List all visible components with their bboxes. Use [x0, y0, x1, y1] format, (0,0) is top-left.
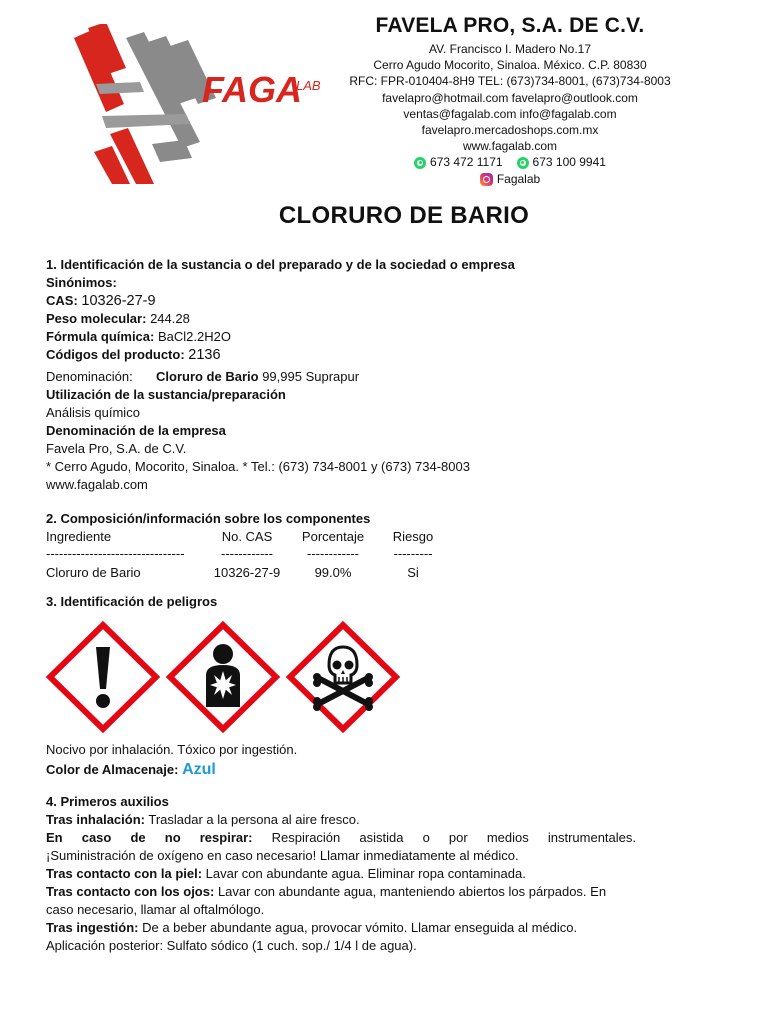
respirar-text-2: ¡Suministración de oxígeno en caso necesario! Llamar inmediatamente al médico. — [46, 848, 519, 863]
skull-crossbones-icon — [286, 621, 400, 733]
storage-color-label: Color de Almacenaje: — [46, 762, 179, 777]
piel-label: Tras contacto con la piel: — [46, 866, 203, 881]
dash-4: --------- — [393, 546, 433, 561]
instagram-contact[interactable] — [480, 171, 540, 188]
empresa-web[interactable]: www.fagalab.com — [46, 477, 148, 492]
cas-value: 10326-27-9 — [81, 293, 156, 309]
company-website[interactable]: www.fagalab.com — [462, 139, 558, 154]
whatsapp-icon — [517, 157, 529, 169]
section2-heading: 2. Composición/información sobre los componentes — [46, 511, 371, 526]
dash-2: ------------ — [221, 546, 273, 561]
piel-row — [46, 865, 636, 883]
ingestion-text: De a beber abundante agua, provocar vómito. Llamar enseguida al médico. Aplicación posterior: Sulfato sódico (1 cuch. sop./ 1/4 l de agua). — [46, 920, 578, 953]
empresa-label: Denominación de la empresa — [46, 423, 226, 438]
dash-1: -------------------------------- — [46, 546, 185, 561]
codigo-row — [46, 346, 636, 364]
uso-value: Análisis químico — [46, 405, 140, 420]
exclamation-mark-icon — [46, 621, 160, 733]
section3-heading: 3. Identificación de peligros — [46, 594, 218, 609]
denominacion-grade: 99,995 Suprapur — [262, 369, 360, 384]
inhalacion-row — [46, 811, 636, 829]
col-header-ingrediente: Ingrediente — [46, 529, 112, 544]
whatsapp-number-2: 673 100 9941 — [532, 155, 606, 170]
whatsapp-number-1: 673 472 1171 — [430, 155, 503, 170]
instagram-icon — [480, 173, 493, 186]
respirar-label: En caso de no respirar: — [46, 830, 253, 845]
cell-cas: 10326-27-9 — [213, 565, 281, 580]
inhalacion-label: Tras inhalación: — [46, 812, 145, 827]
denominacion-label: Denominación: — [46, 369, 133, 384]
whatsapp-row — [340, 154, 680, 171]
logo-text: FAGA — [202, 69, 303, 110]
col-header-riesgo: Riesgo — [392, 529, 434, 544]
company-rfc-phone: RFC: FPR-010404-8H9 TEL: (673)734-8001, (673)734-8003 — [349, 74, 671, 89]
cell-riesgo: Si — [407, 565, 419, 580]
col-header-porcentaje: Porcentaje — [301, 529, 365, 544]
empresa-name: Favela Pro, S.A. de C.V. — [46, 441, 187, 456]
formula-row — [46, 328, 636, 346]
formula-label: Fórmula química: — [46, 329, 155, 344]
company-city: Cerro Agudo Mocorito, Sinaloa. México. C.P. 80830 — [373, 58, 647, 73]
company-address: AV. Francisco I. Madero No.17 — [428, 42, 592, 56]
cas-label: CAS: — [46, 293, 78, 308]
company-email-1[interactable]: favelapro@hotmail.com favelapro@outlook.com — [382, 90, 638, 105]
peso-label: Peso molecular: — [46, 311, 147, 326]
piel-text: Lavar con abundante agua. Eliminar ropa contaminada. — [205, 866, 526, 881]
whatsapp-contact-2[interactable] — [517, 154, 606, 171]
hazard-text: Nocivo por inhalación. Tóxico por ingestión. — [46, 742, 298, 757]
ojos-text: Lavar con abundante agua, manteniendo abiertos los párpados. En caso necesario, llamar al oftalmólogo. — [46, 884, 607, 917]
storage-color-value: Azul — [182, 761, 216, 778]
denominacion-name: Cloruro de Bario — [156, 369, 259, 384]
instagram-row — [340, 171, 680, 188]
peso-row — [46, 310, 636, 328]
respirar-text: Respiración asistida o por medios instrumentales. — [271, 830, 636, 845]
instagram-handle: Fagalab — [496, 172, 541, 187]
company-name: FAVELA PRO, S.A. DE C.V. — [375, 14, 645, 37]
respirar-row — [46, 829, 636, 847]
ojos-row — [46, 883, 636, 919]
logo-suffix: LAB — [296, 78, 321, 93]
ojos-label: Tras contacto con los ojos: — [46, 884, 215, 899]
document-body — [46, 256, 636, 955]
cas-row — [46, 292, 636, 310]
company-email-2[interactable]: ventas@fagalab.com info@fagalab.com — [403, 106, 617, 121]
inhalacion-text: Trasladar a la persona al aire fresco. — [148, 812, 360, 827]
ingestion-label: Tras ingestión: — [46, 920, 139, 935]
cell-ingrediente: Cloruro de Bario — [46, 565, 141, 580]
uso-label: Utilización de la sustancia/preparación — [46, 387, 286, 402]
ghs-pictograms — [46, 621, 636, 733]
peso-value: 244.28 — [150, 311, 190, 326]
col-header-cas: No. CAS — [221, 529, 273, 544]
section1-heading: 1. Identificación de la sustancia o del preparado y de la sociedad o empresa — [46, 257, 515, 272]
ingestion-row — [46, 919, 636, 955]
fagalab-logo — [66, 24, 346, 184]
company-header — [340, 14, 680, 188]
codigo-label: Códigos del producto: — [46, 347, 185, 362]
sinonimos-label: Sinónimos: — [46, 275, 117, 290]
denominacion-row — [46, 368, 636, 386]
health-hazard-icon — [166, 621, 280, 733]
whatsapp-contact-1[interactable] — [414, 154, 503, 171]
composition-table — [46, 528, 636, 581]
dash-3: ------------ — [307, 546, 359, 561]
document-title: CLORURO DE BARIO — [278, 202, 530, 229]
empresa-address: * Cerro Agudo, Mocorito, Sinaloa. * Tel.: (673) 734-8001 y (673) 734-8003 — [46, 459, 470, 474]
company-shop-url[interactable]: favelapro.mercadoshops.com.mx — [421, 123, 599, 138]
storage-color-row — [46, 761, 636, 779]
formula-value: BaCl2.2H2O — [157, 329, 231, 344]
cell-porcentaje: 99.0% — [314, 565, 352, 580]
section4-heading: 4. Primeros auxilios — [46, 794, 169, 809]
whatsapp-icon — [414, 157, 426, 169]
codigo-value: 2136 — [188, 347, 221, 363]
